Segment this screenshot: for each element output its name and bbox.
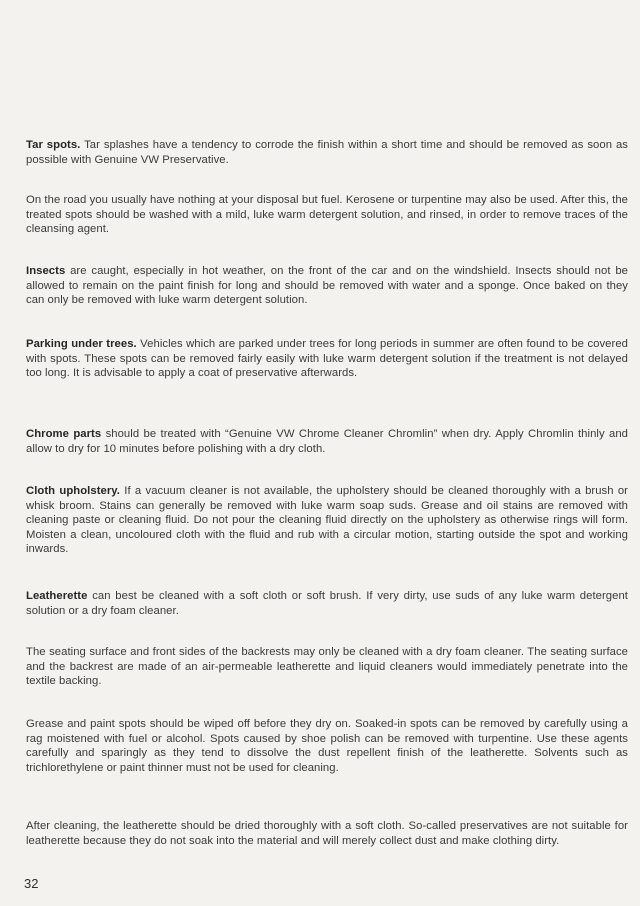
insects-paragraph bbox=[26, 264, 628, 308]
chrome-parts-heading: Chrome parts bbox=[26, 428, 102, 440]
cloth-upholstery-heading: Cloth upholstery. bbox=[26, 485, 120, 497]
chrome-parts-paragraph bbox=[26, 427, 628, 456]
leatherette-heading: Leatherette bbox=[26, 590, 88, 602]
leatherette-text: can best be cleaned with a soft cloth or soft brush. If very dirty, use suds of any luke warm detergent solution or a dry foam cleaner. bbox=[26, 590, 628, 617]
seating-surface-paragraph bbox=[26, 645, 628, 689]
cloth-upholstery-paragraph bbox=[26, 484, 628, 557]
after-cleaning-paragraph bbox=[26, 819, 628, 848]
fuel-paragraph bbox=[26, 193, 628, 237]
grease-paint-paragraph bbox=[26, 717, 628, 775]
parking-under-trees-text: Vehicles which are parked under trees for long periods in summer are often found to be covered with spots. These spots can be removed fairly easily with luke warm detergent solution if the treatment is not delayed too long. It is advisable to apply a coat of preservative afterwards. bbox=[26, 338, 628, 379]
seating-surface-text: The seating surface and front sides of the backrests may only be cleaned with a dry foam cleaner. The seating surface and the backrest are made of an air-permeable leatherette and liquid cleaners would immediately penetrate into the textile backing. bbox=[26, 646, 628, 687]
page-number: 32 bbox=[24, 876, 39, 891]
parking-under-trees-paragraph bbox=[26, 337, 628, 381]
grease-paint-text: Grease and paint spots should be wiped off before they dry on. Soaked-in spots can be removed by carefully using a rag moistened with fuel or alcohol. Spots caused by shoe polish can be removed with turpentine. Use these agents carefully and sparingly as they tend to dissolve the dust repellent finish of the leatherette. Solvents such as trichlorethylene or paint thinner must not be used for cleaning. bbox=[26, 718, 628, 774]
tar-spots-heading: Tar spots. bbox=[26, 139, 81, 151]
tar-spots-paragraph bbox=[26, 138, 628, 167]
tar-spots-text: Tar splashes have a tendency to corrode the finish within a short time and should be removed as soon as possible with Genuine VW Preservative. bbox=[26, 139, 628, 166]
fuel-text: On the road you usually have nothing at your disposal but fuel. Kerosene or turpentine may also be used. After this, the treated spots should be washed with a mild, luke warm detergent solution, and rinsed, in order to remove traces of the cleansing agent. bbox=[26, 194, 628, 235]
parking-under-trees-heading: Parking under trees. bbox=[26, 338, 137, 350]
insects-text: are caught, especially in hot weather, on the front of the car and on the windshield. Insects should not be allowed to remain on the paint finish for long and should be removed with water and a sponge. Once baked on they can only be removed with luke warm detergent solution. bbox=[26, 265, 628, 306]
chrome-parts-text: should be treated with “Genuine VW Chrome Cleaner Chromlin” when dry. Apply Chromlin thinly and allow to dry for 10 minutes before polishing with a dry cloth. bbox=[26, 428, 629, 455]
cloth-upholstery-text: If a vacuum cleaner is not available, the upholstery should be cleaned thoroughly with a brush or whisk broom. Stains can generally be removed with luke warm soap suds. Grease and oil stains are removed with cleaning paste or cleaning fluid. Do not pour the cleaning fluid directly on the upholstery as otherwise rings will form. Moisten a clean, uncoloured cloth with the fluid and rub with a circular motion, starting outside the spot and working inwards. bbox=[26, 485, 628, 555]
after-cleaning-text: After cleaning, the leatherette should be dried thoroughly with a soft cloth. So-called preservatives are not suitable for leatherette because they do not soak into the material and will merely collect dust and make clothing dirty. bbox=[26, 820, 628, 847]
insects-heading: Insects bbox=[26, 265, 66, 277]
leatherette-paragraph bbox=[26, 589, 628, 618]
